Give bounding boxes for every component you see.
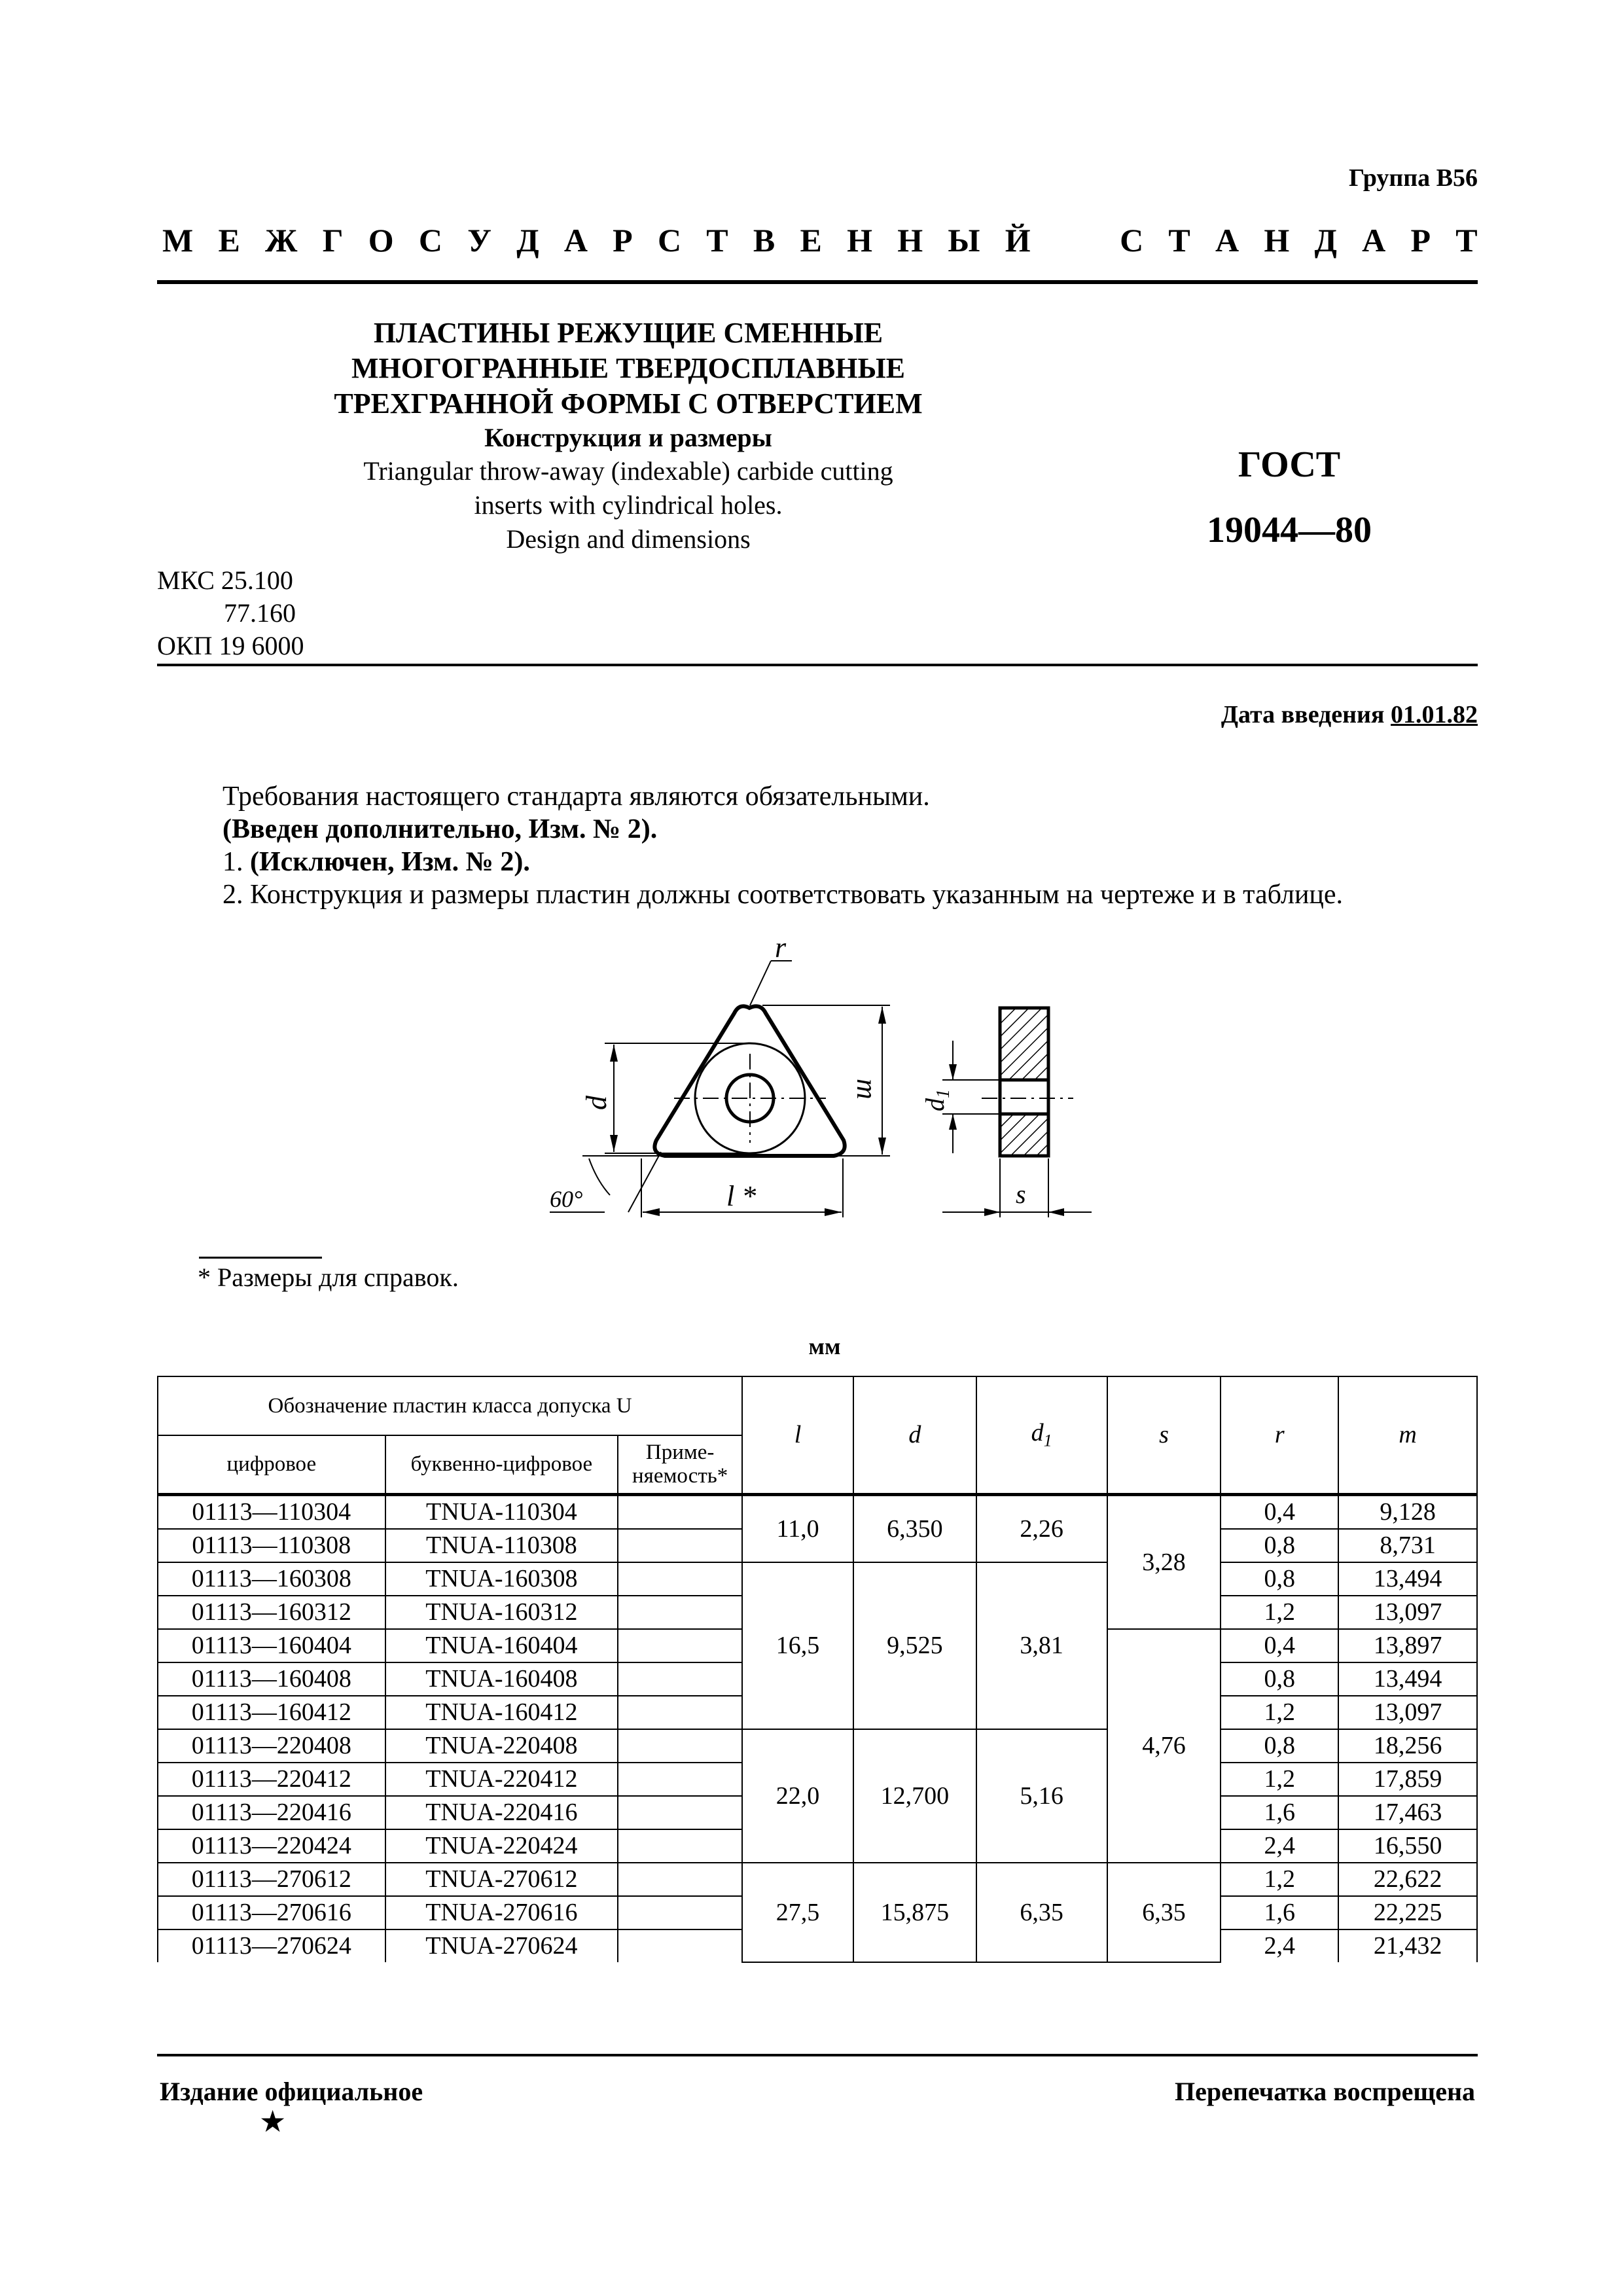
header-rule xyxy=(157,280,1478,284)
cell-alpha: TNUA-160404 xyxy=(385,1629,618,1662)
reprint-notice: Перепечатка воспрещена xyxy=(1175,2077,1475,2106)
cell-applicability xyxy=(618,1829,742,1863)
star-icon: ★ xyxy=(259,2105,287,2138)
heading-letter: А xyxy=(563,222,588,259)
cell-alpha: TNUA-160412 xyxy=(385,1696,618,1729)
cell-r: 0,8 xyxy=(1221,1562,1338,1596)
cell-applicability xyxy=(618,1896,742,1929)
date-value: 01.01.82 xyxy=(1391,701,1478,728)
header-digital: цифровое xyxy=(158,1435,385,1494)
header-designation: Обозначение пластин класса допуска U xyxy=(158,1376,742,1435)
cell-applicability xyxy=(618,1562,742,1596)
title-line: ТРЕХГРАННОЙ ФОРМЫ С ОТВЕРСТИЕМ xyxy=(334,387,923,420)
cell-r: 0,8 xyxy=(1221,1662,1338,1696)
cell-r: 0,4 xyxy=(1221,1629,1338,1662)
heading-letter: Т xyxy=(1168,222,1190,259)
cell-l: 22,0 xyxy=(742,1729,853,1863)
cell-digital: 01113—220412 xyxy=(158,1763,385,1796)
cell-alpha: TNUA-110304 xyxy=(385,1494,618,1529)
heading-letter: У xyxy=(467,222,491,259)
heading-letter: А xyxy=(1362,222,1386,259)
heading-letter: Т xyxy=(706,222,728,259)
cell-r: 1,6 xyxy=(1221,1796,1338,1829)
cell-m: 13,494 xyxy=(1338,1662,1477,1696)
cell-alpha: TNUA-220408 xyxy=(385,1729,618,1763)
paragraph-amendment: (Введен дополнительно, Изм. № 2). xyxy=(223,814,658,844)
heading-letter: Е xyxy=(218,222,240,259)
cell-applicability xyxy=(618,1729,742,1763)
interstate-standard-heading xyxy=(162,221,1478,259)
heading-letter: Ж xyxy=(265,222,298,259)
title-line: МНОГОГРАННЫЕ ТВЕРДОСПЛАВНЫЕ xyxy=(351,352,906,384)
label-m: m xyxy=(851,1079,883,1100)
heading-letter: Н xyxy=(897,222,923,259)
english-title-line: Triangular throw-away (indexable) carbide cutting xyxy=(363,456,893,486)
cell-alpha: TNUA-220424 xyxy=(385,1829,618,1863)
cell-alpha: TNUA-270612 xyxy=(385,1863,618,1896)
cell-d: 15,875 xyxy=(853,1863,976,1962)
paragraph xyxy=(223,846,1343,878)
cell-m: 17,859 xyxy=(1338,1763,1477,1796)
official-edition: Издание официальное xyxy=(160,2077,423,2106)
cell-digital: 01113—160308 xyxy=(158,1562,385,1596)
body-text xyxy=(223,780,1343,911)
heading-letter: С xyxy=(418,222,443,259)
cell-digital: 01113—220416 xyxy=(158,1796,385,1829)
heading-letter: Р xyxy=(613,222,633,259)
cell-applicability xyxy=(618,1696,742,1729)
cell-d1: 5,16 xyxy=(976,1729,1107,1863)
units-label: мм xyxy=(808,1333,841,1359)
cell-r: 2,4 xyxy=(1221,1929,1338,1962)
cell-alpha: TNUA-160408 xyxy=(385,1662,618,1696)
cell-l: 11,0 xyxy=(742,1494,853,1562)
header-l: l xyxy=(742,1376,853,1494)
paragraph: 2. Конструкция и размеры пластин должны соответствовать указанным на чертеже и в таблице. xyxy=(223,880,1344,910)
english-title-line: Design and dimensions xyxy=(506,524,751,554)
introduction-date xyxy=(0,700,1478,729)
gost-designation xyxy=(1139,432,1440,563)
label-d: d xyxy=(580,1096,613,1110)
cell-digital: 01113—160404 xyxy=(158,1629,385,1662)
cell-applicability xyxy=(618,1763,742,1796)
cell-applicability xyxy=(618,1662,742,1696)
cell-digital: 01113—110308 xyxy=(158,1529,385,1562)
cell-m: 21,432 xyxy=(1338,1929,1477,1962)
cell-digital: 01113—270612 xyxy=(158,1863,385,1896)
side-view-bottom xyxy=(1000,1114,1048,1156)
cell-digital: 01113—160412 xyxy=(158,1696,385,1729)
title-line: ПЛАСТИНЫ РЕЖУЩИЕ СМЕННЫЕ xyxy=(373,317,883,349)
paragraph: Требования настоящего стандарта являются обязательными. xyxy=(223,781,930,812)
cell-d: 12,700 xyxy=(853,1729,976,1863)
section-rule xyxy=(157,664,1478,666)
heading-letter: Ы xyxy=(948,222,980,259)
cell-applicability xyxy=(618,1863,742,1896)
heading-letter: Д xyxy=(1314,222,1337,259)
heading-letter: Н xyxy=(1264,222,1290,259)
heading-letter: Г xyxy=(322,222,344,259)
gost-number: 19044—80 xyxy=(1207,510,1372,550)
cell-r: 1,2 xyxy=(1221,1596,1338,1629)
cell-m: 17,463 xyxy=(1338,1796,1477,1829)
cell-alpha: TNUA-110308 xyxy=(385,1529,618,1562)
cell-m: 18,256 xyxy=(1338,1729,1477,1763)
cell-r: 1,2 xyxy=(1221,1696,1338,1729)
cell-r: 0,4 xyxy=(1221,1494,1338,1529)
header-m: m xyxy=(1338,1376,1477,1494)
cell-digital: 01113—220408 xyxy=(158,1729,385,1763)
cell-m: 13,897 xyxy=(1338,1629,1477,1662)
cell-l: 16,5 xyxy=(742,1562,853,1729)
heading-letter: Д xyxy=(516,222,539,259)
cell-s: 3,28 xyxy=(1107,1494,1221,1629)
header-applicability: Приме- няемость* xyxy=(618,1435,742,1494)
cell-d: 9,525 xyxy=(853,1562,976,1729)
label-l: l * xyxy=(726,1180,757,1212)
cell-r: 1,6 xyxy=(1221,1896,1338,1929)
cell-alpha: TNUA-160312 xyxy=(385,1596,618,1629)
heading-letter: М xyxy=(162,222,194,259)
cell-digital: 01113—160408 xyxy=(158,1662,385,1696)
code-mks-2: 77.160 xyxy=(224,598,296,628)
heading-letter: О xyxy=(368,222,394,259)
code-mks: МКС 25.100 xyxy=(157,565,293,595)
cell-r: 0,8 xyxy=(1221,1729,1338,1763)
gost-label: ГОСТ xyxy=(1238,444,1341,485)
cell-m: 13,494 xyxy=(1338,1562,1477,1596)
label-r: r xyxy=(775,942,787,963)
header-d1: $d_1$ xyxy=(976,1376,1107,1494)
cell-d: 6,350 xyxy=(853,1494,976,1562)
dimensions-table xyxy=(157,1376,1478,1963)
table-row xyxy=(158,1863,1477,1896)
side-view-top xyxy=(1000,1008,1048,1080)
cell-applicability xyxy=(618,1494,742,1529)
heading-letter: Р xyxy=(1410,222,1431,259)
cell-alpha: TNUA-220412 xyxy=(385,1763,618,1796)
heading-letter: С xyxy=(657,222,682,259)
heading-letter: Е xyxy=(800,222,822,259)
cell-applicability xyxy=(618,1629,742,1662)
cell-r: 0,8 xyxy=(1221,1529,1338,1562)
footer-rule xyxy=(157,2054,1478,2056)
cell-m: 16,550 xyxy=(1338,1829,1477,1863)
cell-m: 9,128 xyxy=(1338,1494,1477,1529)
group-code: Группа В56 xyxy=(1348,164,1478,192)
footnote: * Размеры для справок. xyxy=(198,1263,459,1292)
title-block xyxy=(223,315,1034,556)
header-alphanumeric: буквенно-цифровое xyxy=(385,1435,618,1494)
cell-m: 13,097 xyxy=(1338,1696,1477,1729)
heading-letter: А xyxy=(1215,222,1240,259)
cell-r: 1,2 xyxy=(1221,1763,1338,1796)
label-d1: $d_1$ xyxy=(920,1089,954,1111)
cell-digital: 01113—270616 xyxy=(158,1896,385,1929)
cell-digital: 01113—160312 xyxy=(158,1596,385,1629)
cell-d1: 2,26 xyxy=(976,1494,1107,1562)
table-row xyxy=(158,1729,1477,1763)
classification-codes xyxy=(157,564,304,662)
cell-applicability xyxy=(618,1596,742,1629)
cell-r: 1,2 xyxy=(1221,1863,1338,1896)
cell-applicability xyxy=(618,1929,742,1962)
heading-letter: Й xyxy=(1005,222,1031,259)
cell-m: 22,622 xyxy=(1338,1863,1477,1896)
label-angle: 60° xyxy=(550,1186,583,1212)
heading-letter: Н xyxy=(847,222,872,259)
table-row xyxy=(158,1494,1477,1529)
cell-m: 13,097 xyxy=(1338,1596,1477,1629)
table-row xyxy=(158,1562,1477,1596)
heading-letter: В xyxy=(753,222,776,259)
cell-alpha: TNUA-270616 xyxy=(385,1896,618,1929)
header-r: r xyxy=(1221,1376,1338,1494)
subtitle: Конструкция и размеры xyxy=(484,423,772,452)
label-s: s xyxy=(1016,1179,1026,1209)
cell-digital: 01113—220424 xyxy=(158,1829,385,1863)
cell-m: 8,731 xyxy=(1338,1529,1477,1562)
cell-alpha: TNUA-270624 xyxy=(385,1929,618,1962)
cell-digital: 01113—270624 xyxy=(158,1929,385,1962)
english-title-line: inserts with cylindrical holes. xyxy=(474,490,783,520)
date-label: Дата введения xyxy=(1221,701,1391,728)
cell-r: 2,4 xyxy=(1221,1829,1338,1863)
cell-l: 27,5 xyxy=(742,1863,853,1962)
cell-d1: 3,81 xyxy=(976,1562,1107,1729)
cell-m: 22,225 xyxy=(1338,1896,1477,1929)
header-s: s xyxy=(1107,1376,1221,1494)
cell-d1: 6,35 xyxy=(976,1863,1107,1962)
cell-alpha: TNUA-160308 xyxy=(385,1562,618,1596)
cell-alpha: TNUA-220416 xyxy=(385,1796,618,1829)
heading-letter: С xyxy=(1120,222,1144,259)
cell-s: 6,35 xyxy=(1107,1863,1221,1962)
code-okp: ОКП 19 6000 xyxy=(157,631,304,660)
item-excluded: (Исключен, Изм. № 2). xyxy=(250,847,530,877)
cell-digital: 01113—110304 xyxy=(158,1494,385,1529)
cell-s: 4,76 xyxy=(1107,1629,1221,1863)
heading-letter: Т xyxy=(1455,222,1478,259)
cell-applicability xyxy=(618,1796,742,1829)
header-d: d xyxy=(853,1376,976,1494)
item-number: 1. xyxy=(223,847,250,877)
cell-applicability xyxy=(618,1529,742,1562)
footnote-rule xyxy=(199,1257,322,1259)
insert-drawing xyxy=(524,942,1113,1244)
